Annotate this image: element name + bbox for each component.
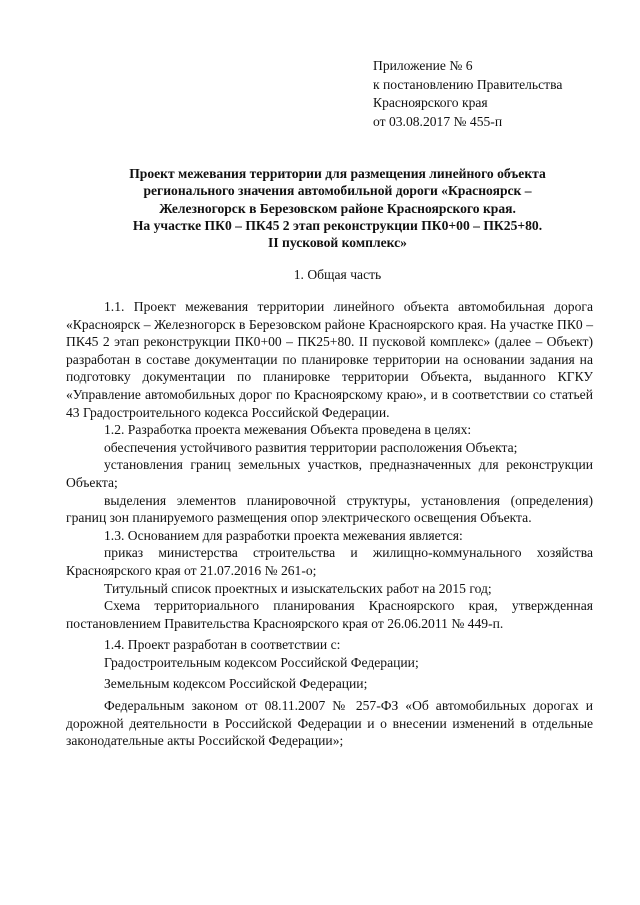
paragraph: 1.4. Проект разработан в соответствии с: xyxy=(104,637,341,653)
appendix-block xyxy=(373,57,623,131)
document-title xyxy=(60,165,615,251)
section-heading: 1. Общая часть xyxy=(293,267,382,282)
paragraph: Схема территориального планирования Красноярского края, утвержденная постановлением Правительства Красноярского края от 26.06.2011 № 449-п. xyxy=(66,598,593,631)
paragraph: Градостроительным кодексом Российской Федерации; xyxy=(104,654,419,670)
title-line: На участке ПК0 – ПК45 2 этап реконструкции ПК0+00 – ПК25+80. xyxy=(132,217,543,233)
paragraph: 1.3. Основанием для разработки проекта межевания является: xyxy=(104,527,463,543)
paragraph: обеспечения устойчивого развития территории расположения Объекта; xyxy=(104,439,518,455)
title-line: II пусковой комплекс» xyxy=(268,235,407,251)
paragraph: 1.1. Проект межевания территории линейного объекта автомобильная дорога «Красноярск – Железногорск в Березовском районе Красноярского края. На участке ПК0 – ПК45 2 этап реконструкции ПК0+00 – ПК25+80. II пусковой комплекс» (далее – Объект) разработан в составе документации по планировке территории на основании задания на подготовку документации по планировке территории Объекта, выданного КГКУ «Управление автомобильных дорог по Красноярскому краю», и в соответствии со статьей 43 Градостроительного кодекса Российской Федерации. xyxy=(66,299,593,420)
title-line: регионального значения автомобильной дороги «Красноярск – xyxy=(143,183,532,199)
paragraph: выделения элементов планировочной структуры, установления (определения) границ зон планируемого размещения опор электрического освещения Объекта. xyxy=(66,492,593,526)
paragraph: 1.2. Разработка проекта межевания Объекта проведена в целях: xyxy=(104,422,472,438)
paragraph: приказ министерства строительства и жилищно-коммунального хозяйства Красноярского края от 21.07.2016 № 261-о; xyxy=(66,545,593,578)
paragraph: установления границ земельных участков, предназначенных для реконструкции Объекта; xyxy=(66,457,593,490)
appendix-region: Красноярского края xyxy=(373,95,488,110)
appendix-number: Приложение № 6 xyxy=(373,58,473,73)
paragraph: Земельным кодексом Российской Федерации; xyxy=(104,676,368,692)
title-line: Проект межевания территории для размещения линейного объекта xyxy=(129,166,546,181)
paragraph: Федеральным законом от 08.11.2007 № 257-ФЗ «Об автомобильных дорогах и дорожной деятельности в Российской Федерации и о внесении изменений в отдельные законодательные акты Российской Федерации»; xyxy=(66,698,593,749)
document-body xyxy=(66,298,593,750)
appendix-date: от 03.08.2017 № 455-п xyxy=(373,113,503,129)
paragraph: Титульный список проектных и изыскательских работ на 2015 год; xyxy=(104,580,492,596)
appendix-reference: к постановлению Правительства xyxy=(373,76,563,92)
title-line: Железногорск в Березовском районе Красноярского края. xyxy=(159,200,516,216)
